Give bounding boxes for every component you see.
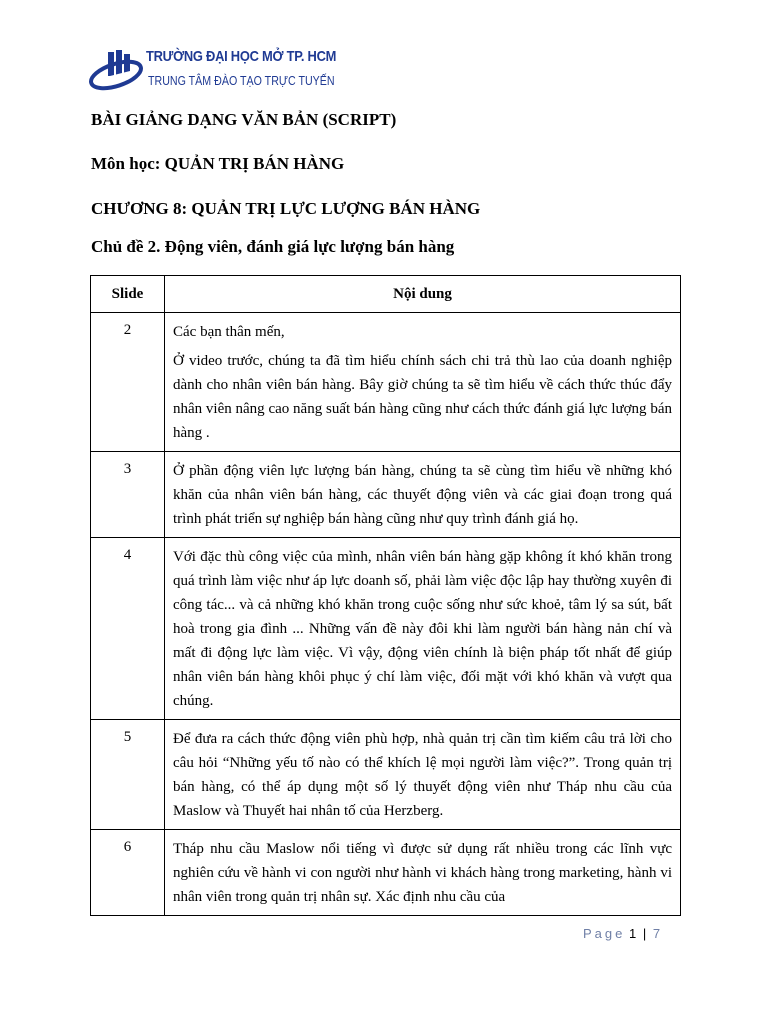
header-logo (88, 46, 337, 94)
page-footer (583, 926, 660, 941)
table-header-row (91, 276, 681, 313)
slide-content (165, 538, 681, 720)
content-paragraph: Các bạn thân mến, (173, 324, 285, 340)
slide-content (165, 313, 681, 452)
slide-content (165, 830, 681, 916)
table-row (91, 538, 681, 720)
column-header-content: Nội dung (165, 276, 681, 313)
content-paragraph: Với đặc thù công việc của mình, nhân viên bán hàng gặp không ít khó khăn trong quá trình làm việc như áp lực doanh số, phải làm việc độc lập hay thường xuyên đi công tác... và cả những khó khăn trong cuộc sống như sức khoẻ, tâm lý sa sút, bất hoà trong gia đình ... Những vấn đề này đôi khi làm người bán hàng nản chí và mất đi động lực làm việc. Vì vậy, động viên chính là biện pháp tốt nhất để giúp nhân viên bán hàng khôi phục ý chí làm việc, đối mặt với khó khăn và vượt qua chúng. (173, 549, 672, 709)
slide-number: 2 (91, 313, 165, 452)
content-paragraph: Ở video trước, chúng ta đã tìm hiểu chính sách chi trả thù lao của doanh nghiệp dành cho nhân viên bán hàng. Bây giờ chúng ta sẽ tìm hiểu về cách thức thúc đẩy nhân viên nâng cao năng suất bán hàng cũng như cách thức đánh giá lực lượng bán hàng . (173, 353, 672, 441)
topic-heading: Chủ đề 2. Động viên, đánh giá lực lượng bán hàng (91, 237, 455, 256)
content-paragraph: Để đưa ra cách thức động viên phù hợp, nhà quản trị cần tìm kiếm câu trả lời cho câu hỏi “Những yếu tố nào có thể khích lệ mọi người làm việc?”. Trong quản trị bán hàng, có thể áp dụng một số lý thuyết động viên như Tháp nhu cầu của Maslow và Thuyết hai nhân tố của Herzberg. (173, 731, 672, 819)
script-table (90, 275, 681, 916)
university-book-logo-icon (88, 48, 146, 94)
table-row (91, 313, 681, 452)
chapter-heading: CHƯƠNG 8: QUẢN TRỊ LỰC LƯỢNG BÁN HÀNG (91, 199, 481, 218)
logo-center-name: TRUNG TÂM ĐÀO TẠO TRỰC TUYẾN (148, 73, 335, 88)
table-row (91, 830, 681, 916)
page-number: 1 (629, 926, 637, 941)
content-paragraph: Ở phần động viên lực lượng bán hàng, chúng ta sẽ cùng tìm hiểu về những khó khăn của nhân viên bán hàng, các thuyết động viên và các giai đoạn trong quá trình phát triển sự nghiệp bán hàng cũng như quy trình đánh giá họ. (173, 463, 672, 527)
slide-number: 4 (91, 538, 165, 720)
subject-heading: Môn học: QUẢN TRỊ BÁN HÀNG (91, 154, 345, 173)
table-row (91, 720, 681, 830)
slide-content (165, 720, 681, 830)
page-label: Page (583, 926, 626, 941)
column-header-slide: Slide (91, 276, 165, 313)
slide-number: 6 (91, 830, 165, 916)
slide-content (165, 452, 681, 538)
page-separator: | (642, 926, 647, 941)
table-row (91, 452, 681, 538)
document-type-heading: BÀI GIẢNG DẠNG VĂN BẢN (SCRIPT) (91, 110, 397, 129)
total-pages: 7 (652, 926, 661, 941)
logo-university-name: TRƯỜNG ĐẠI HỌC MỞ TP. HCM (146, 48, 337, 65)
slide-number: 3 (91, 452, 165, 538)
content-paragraph: Tháp nhu cầu Maslow nổi tiếng vì được sử dụng rất nhiều trong các lĩnh vực nghiên cứu về hành vi con người như hành vi khách hàng trong marketing, hành vi nhân viên trong quản trị nhân sự. Xác định nhu cầu của (173, 841, 672, 905)
slide-number: 5 (91, 720, 165, 830)
